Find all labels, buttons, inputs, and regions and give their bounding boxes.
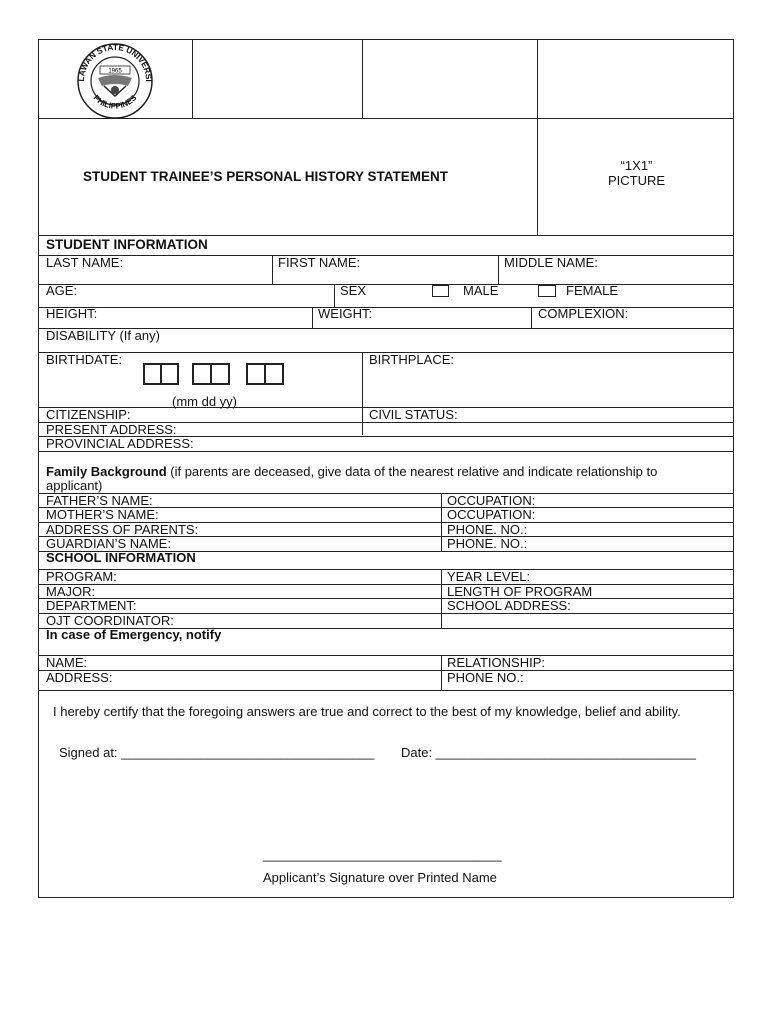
picture-box[interactable] bbox=[537, 118, 734, 235]
citizenship-field[interactable]: CITIZENSHIP: bbox=[46, 407, 131, 422]
age-field[interactable]: AGE: bbox=[46, 283, 78, 298]
civil-status-field[interactable]: CIVIL STATUS: bbox=[369, 407, 458, 422]
university-seal-icon bbox=[68, 42, 162, 120]
family-background-note: applicant) bbox=[46, 478, 103, 493]
height-field[interactable]: HEIGHT: bbox=[46, 306, 98, 321]
father-occupation-field[interactable]: OCCUPATION: bbox=[447, 493, 536, 508]
svg-text:PHILIPPINES: PHILIPPINES bbox=[91, 93, 139, 111]
emergency-phone-field[interactable]: PHONE NO.: bbox=[447, 670, 524, 685]
picture-placeholder-line1: “1X1” bbox=[620, 158, 653, 173]
last-name-field[interactable]: LAST NAME: bbox=[46, 255, 124, 270]
complexion-field[interactable]: COMPLEXION: bbox=[538, 306, 629, 321]
disability-field[interactable]: DISABILITY (If any) bbox=[46, 328, 160, 343]
date-field[interactable]: Date: ____________________________________ bbox=[401, 745, 696, 760]
page-title: STUDENT TRAINEE’S PERSONAL HISTORY STATEMENT bbox=[83, 169, 449, 184]
female-label: FEMALE bbox=[566, 283, 619, 298]
emergency-relationship-field[interactable]: RELATIONSHIP: bbox=[447, 655, 546, 670]
male-checkbox[interactable] bbox=[432, 285, 449, 297]
program-field[interactable]: PROGRAM: bbox=[46, 569, 117, 584]
family-background-heading: Family Background (if parents are deceased, give data of the nearest relative and indicate relationship to bbox=[46, 464, 658, 479]
department-field[interactable]: DEPARTMENT: bbox=[46, 598, 137, 613]
major-field[interactable]: MAJOR: bbox=[46, 584, 96, 599]
emergency-heading: In case of Emergency, notify bbox=[46, 627, 222, 642]
guardian-phone-field[interactable]: PHONE. NO.: bbox=[447, 536, 528, 551]
guardian-name-field[interactable]: GUARDIAN’S NAME: bbox=[46, 536, 171, 551]
middle-name-field[interactable]: MIDDLE NAME: bbox=[504, 255, 598, 270]
father-name-field[interactable]: FATHER’S NAME: bbox=[46, 493, 153, 508]
male-label: MALE bbox=[463, 283, 499, 298]
mother-name-field[interactable]: MOTHER’S NAME: bbox=[46, 507, 159, 522]
svg-text:PALAWAN STATE UNIVERSITY: LAWAN STATE UNIVERSI bbox=[76, 42, 154, 82]
birthdate-year-box[interactable] bbox=[246, 363, 284, 385]
section-school-information: SCHOOL INFORMATION bbox=[46, 550, 196, 565]
certification-statement: I hereby certify that the foregoing answers are true and correct to the best of my knowledge, belief and ability. bbox=[53, 704, 681, 719]
female-checkbox[interactable] bbox=[538, 285, 556, 297]
ojt-coordinator-field[interactable]: OJT COORDINATOR: bbox=[46, 613, 174, 628]
emergency-name-field[interactable]: NAME: bbox=[46, 655, 88, 670]
sex-label: SEX bbox=[340, 283, 367, 298]
birthplace-field[interactable]: BIRTHPLACE: bbox=[369, 352, 455, 367]
weight-field[interactable]: WEIGHT: bbox=[318, 306, 373, 321]
signature-caption: Applicant’s Signature over Printed Name bbox=[263, 870, 497, 885]
parents-phone-field[interactable]: PHONE. NO.: bbox=[447, 522, 528, 537]
parents-address-field[interactable]: ADDRESS OF PARENTS: bbox=[46, 522, 199, 537]
date-format-hint: (mm dd yy) bbox=[172, 394, 237, 409]
picture-placeholder-line2: PICTURE bbox=[607, 173, 666, 188]
first-name-field[interactable]: FIRST NAME: bbox=[278, 255, 361, 270]
svg-text:1965: 1965 bbox=[108, 68, 122, 75]
present-address-field[interactable]: PRESENT ADDRESS: bbox=[46, 422, 177, 437]
emergency-address-field[interactable]: ADDRESS: bbox=[46, 670, 113, 685]
mother-occupation-field[interactable]: OCCUPATION: bbox=[447, 507, 536, 522]
year-level-field[interactable]: YEAR LEVEL: bbox=[447, 569, 531, 584]
personal-history-form bbox=[38, 39, 734, 898]
birthdate-label: BIRTHDATE: bbox=[46, 352, 123, 367]
provincial-address-field[interactable]: PROVINCIAL ADDRESS: bbox=[46, 436, 194, 451]
length-of-program-field[interactable]: LENGTH OF PROGRAM bbox=[447, 584, 593, 599]
section-student-information: STUDENT INFORMATION bbox=[46, 237, 208, 252]
signature-line[interactable]: _________________________________ bbox=[263, 847, 502, 862]
birthdate-day-box[interactable] bbox=[192, 363, 230, 385]
birthdate-month-box[interactable] bbox=[143, 363, 179, 385]
signed-at-field[interactable]: Signed at: ___________________________________ bbox=[59, 745, 375, 760]
school-address-field[interactable]: SCHOOL ADDRESS: bbox=[447, 598, 571, 613]
